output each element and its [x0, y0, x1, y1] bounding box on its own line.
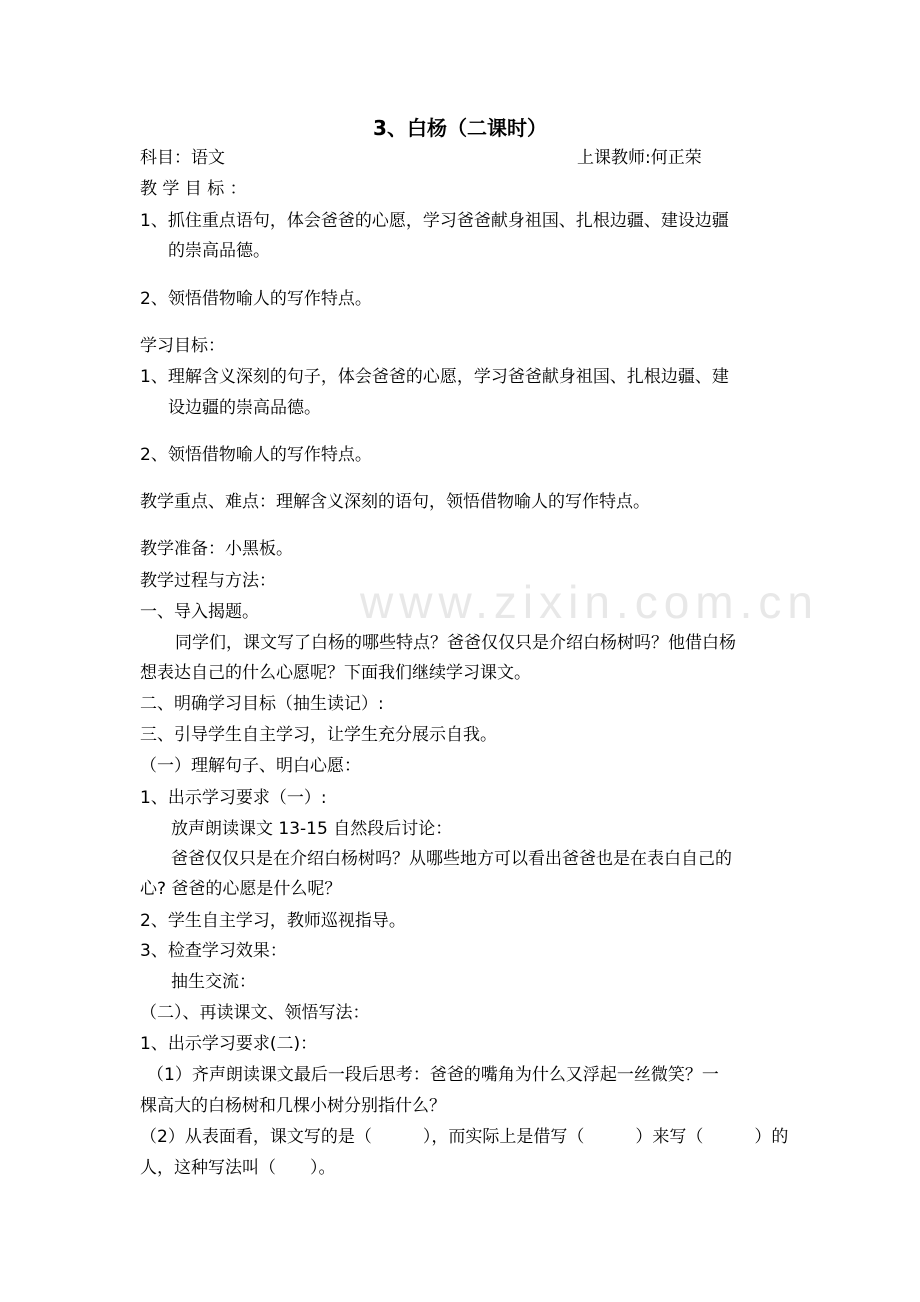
learning-goal-1-cont: 设边疆的崇高品德。 — [168, 398, 321, 418]
key-points: 教学重点、难点：理解含义深刻的语句，领悟借物喻人的写作特点。 — [140, 492, 650, 512]
process-heading: 教学过程与方法： — [140, 571, 276, 591]
document-title: 3、白杨（二课时） — [373, 116, 547, 140]
intro-paragraph-line-2: 想表达自己的什么心愿呢？下面我们继续学习课文。 — [140, 663, 531, 683]
teacher-line: 上课教师:何正荣 — [577, 148, 702, 168]
teaching-goal-2: 2、领悟借物喻人的写作特点。 — [140, 289, 372, 309]
requirement-1: 1、出示学习要求（一）: — [140, 788, 327, 808]
task-2-line-2: 人，这种写法叫（ ）。 — [140, 1158, 336, 1178]
section-1-heading: 一、导入揭题。 — [140, 602, 259, 622]
subject-line: 科目：语文 — [140, 148, 225, 168]
teaching-goal-1-cont: 的崇高品德。 — [168, 241, 270, 261]
teaching-goal-1: 1、抓住重点语句，体会爸爸的心愿，学习爸爸献身祖国、扎根边疆、建设边疆 — [140, 211, 729, 231]
section-2-heading: 二、明确学习目标（抽生读记）: — [140, 694, 384, 714]
intro-paragraph-line-1: 同学们，课文写了白杨的哪些特点？爸爸仅仅只是介绍白杨树吗？他借白杨 — [175, 633, 736, 653]
preparation: 教学准备：小黑板。 — [140, 539, 293, 559]
step-2: 2、学生自主学习，教师巡视指导。 — [140, 911, 406, 931]
teaching-goals-heading: 教 学 目 标 ： — [140, 179, 247, 199]
requirement-2: 1、出示学习要求(二)： — [140, 1034, 318, 1054]
subsection-2-heading: （二）、再读课文、领悟写法： — [140, 1003, 370, 1023]
question-line-2: 心? 爸爸的心愿是什么呢？ — [140, 879, 342, 899]
watermark: www.zixin.com.cn — [360, 576, 819, 628]
task-1-line-2: 棵高大的白杨树和几棵小树分别指什么？ — [140, 1096, 446, 1116]
learning-goal-2: 2、领悟借物喻人的写作特点。 — [140, 445, 372, 465]
question-line-1: 爸爸仅仅只是在介绍白杨树吗？从哪些地方可以看出爸爸也是在表白自己的 — [171, 849, 732, 869]
learning-goals-heading: 学习目标： — [140, 336, 225, 356]
step-3: 3、检查学习效果： — [140, 941, 287, 961]
section-3-heading: 三、引导学生自主学习，让学生充分展示自我。 — [140, 725, 497, 745]
subsection-1-heading: （一）理解句子、明白心愿： — [140, 756, 361, 776]
read-aloud-instruction: 放声朗读课文 13-15 自然段后讨论： — [171, 819, 453, 839]
student-exchange: 抽生交流： — [171, 972, 256, 992]
learning-goal-1: 1、理解含义深刻的句子，体会爸爸的心愿，学习爸爸献身祖国、扎根边疆、建 — [140, 367, 729, 387]
task-1-line-1: （1）齐声朗读课文最后一段后思考：爸爸的嘴角为什么又浮起一丝微笑？一 — [147, 1065, 719, 1085]
task-2-line-1: （2）从表面看，课文写的是（ ），而实际上是借写（ ）来写（ ）的 — [140, 1127, 789, 1147]
